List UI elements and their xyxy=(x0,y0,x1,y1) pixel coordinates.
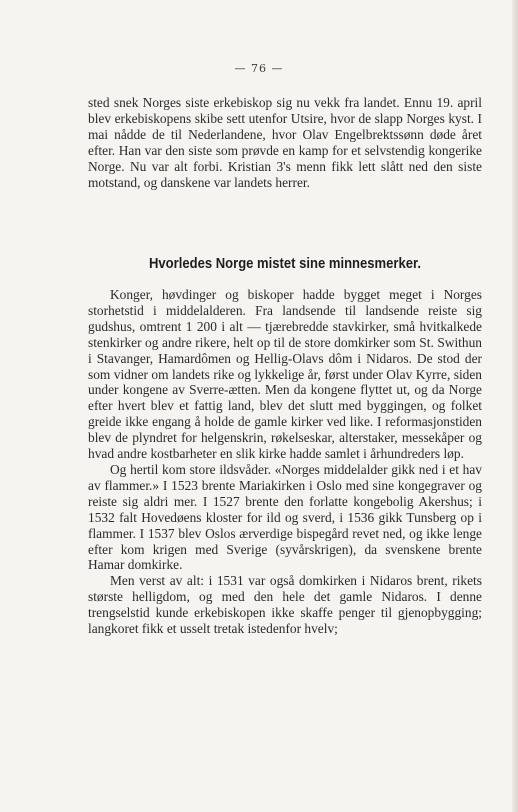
section-heading: Hvorledes Norge mistet sine minnesmerker. xyxy=(149,256,421,272)
paragraph: Konger, høvdinger og biskoper hadde bygget meget i Norges storhetstid i middelalderen. Fra landsende til landsende reiste sig gudshus, omtrent 1 200 i alt — tjærebredde stavkirker, små hvitkalkede stenkirker og andre rikere, helt op til de store domkirker som St. Swithun i Stavanger, Hamardômen og Hellig-Olavs dôm i Nidaros. De stod der som vidner om landets rike og lykkelige år, først under Olav Kyrre, siden under kongene av Sverre-ætten. Men da kongene flyttet ut, og da Norge efter hvert blev et fattig land, blev det slutt med byggingen, og folket greide ikke engang å holde de gamle kirker ved like. I reformasjonstiden blev de plyndret for helgenskrin, røkelseskar, alterstaker, messekåper og hvad andre kostbarheter en slik kirke hadde samlet i århundreders løp. xyxy=(88,287,482,462)
page-number: — 76 — xyxy=(234,62,284,75)
text-block-top xyxy=(88,95,482,190)
paragraph: Og hertil kom store ildsvåder. «Norges middelalder gikk ned i et hav av flammer.» I 1523 brente Mariakirken i Oslo med sine kongegraver og reiste sig aldri mer. I 1527 brente den forlatte kongebolig Akershus; i 1532 falt Hovedøens kloster for ild og sverd, i 1536 gikk Tunsberg op i flammer. I 1537 blev Oslos ærverdige bispegård revet ned, og ikke lenge efter kom krigen med Sverige (syvårskrigen), da svenskene brente Hamar domkirke. xyxy=(88,461,482,573)
paragraph: Men verst av alt: i 1531 var også domkirken i Nidaros brent, rikets største helligdom, og med den hele det gamle Nidaros. I denne trengselstid kunde erkebiskopen ikke skaffe penger til gjenopbygging; langkoret fikk et usselt tretak istedenfor hvelv; xyxy=(88,573,482,637)
page-edge-shadow xyxy=(512,0,518,812)
paragraph: sted snek Norges siste erkebiskop sig nu vekk fra landet. Ennu 19. april blev erkebiskopens skibe sett utenfor Utsire, hvor de slapp Norges kyst. I mai nådde de til Nederlandene, hvor Olav Engelbrektssønn døde året efter. Han var den siste som prøvde en kamp for et selvstendig kongerike Norge. Nu var alt forbi. Kristian 3's menn fikk lett slått ned den siste motstand, og danskene var landets herrer. xyxy=(88,95,482,190)
text-block-bottom xyxy=(88,287,482,637)
